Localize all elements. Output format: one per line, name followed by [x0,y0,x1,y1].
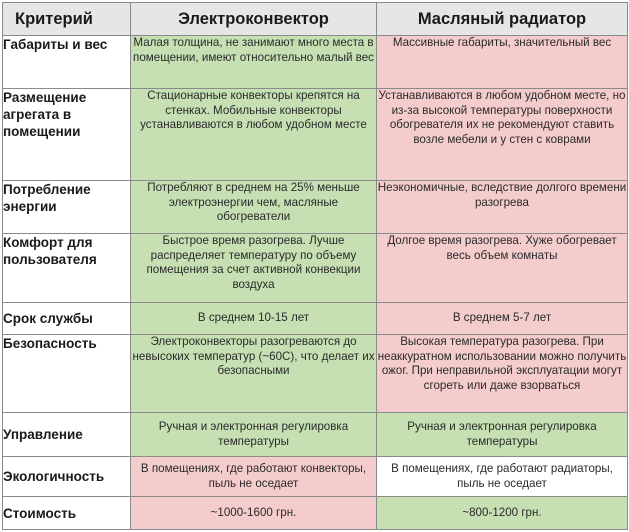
radiator-cell: Устанавливаются в любом удобном месте, но из-за высокой температуры поверхности обогревателя их не рекомендуют ставить возле мебели и у стен с коврами [377,89,628,181]
header-criterion: Критерий [3,3,131,36]
criterion-cell: Потребление энергии [3,181,131,234]
convector-cell: Потребляют в среднем на 25% меньше электроэнергии чем, масляные обогреватели [131,181,377,234]
convector-cell: ~1000-1600 грн. [131,497,377,530]
radiator-cell: Неэкономичные, вследствие долгого времени разогрева [377,181,628,234]
criterion-cell: Размещение агрегата в помещении [3,89,131,181]
header-convector: Электроконвектор [131,3,377,36]
table-row [3,335,628,413]
radiator-cell: В среднем 5-7 лет [377,303,628,335]
convector-cell: Электроконвекторы разогреваются до невысоких температур (~60С), что делает их безопасными [131,335,377,413]
header-radiator: Масляный радиатор [377,3,628,36]
table-row [3,181,628,234]
convector-cell: Ручная и электронная регулировка температуры [131,413,377,457]
table-row [3,234,628,303]
radiator-cell: ~800-1200 грн. [377,497,628,530]
criterion-cell: Безопасность [3,335,131,413]
convector-cell: Малая толщина, не занимают много места в помещении, имеют относительно малый вес [131,36,377,89]
radiator-cell: Долгое время разогрева. Хуже обогревает весь объем комнаты [377,234,628,303]
radiator-cell: Массивные габариты, значительный вес [377,36,628,89]
criterion-cell: Стоимость [3,497,131,530]
criterion-cell: Габариты и вес [3,36,131,89]
criterion-cell: Комфорт для пользователя [3,234,131,303]
convector-cell: В среднем 10-15 лет [131,303,377,335]
radiator-cell: В помещениях, где работают радиаторы, пыль не оседает [377,457,628,497]
table-row [3,413,628,457]
table-row [3,303,628,335]
radiator-cell: Ручная и электронная регулировка температуры [377,413,628,457]
header-row [3,3,628,36]
criterion-cell: Срок службы [3,303,131,335]
table-row [3,89,628,181]
convector-cell: В помещениях, где работают конвекторы, пыль не оседает [131,457,377,497]
table-row [3,497,628,530]
comparison-table [2,2,628,530]
criterion-cell: Экологичность [3,457,131,497]
table-row [3,36,628,89]
convector-cell: Стационарные конвекторы крепятся на стенках. Мобильные конвекторы устанавливаются в любом удобном месте [131,89,377,181]
radiator-cell: Высокая температура разогрева. При неаккуратном использовании можно получить ожог. При неправильной эксплуатации могут сгореть или даже взорваться [377,335,628,413]
convector-cell: Быстрое время разогрева. Лучше распределяет температуру по объему помещения за счет активной конвекции воздуха [131,234,377,303]
criterion-cell: Управление [3,413,131,457]
table-row [3,457,628,497]
